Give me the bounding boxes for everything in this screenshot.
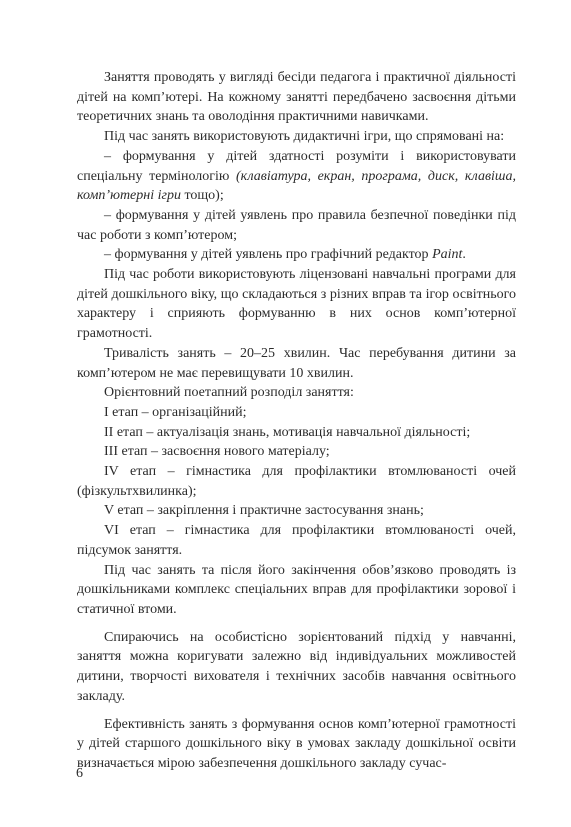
text-run: – формування у дітей уявлень про правила безпечної поведінки під час роботи з комп’ютером;	[77, 207, 516, 243]
text-run: Спираючись на особистісно зорієнтований підхід у навчанні, заняття можна коригувати залежно від індивідуальних можливостей дитини, творчості вихователя і технічних засобів навчання освітнього закладу.	[77, 629, 516, 704]
paragraph-p5	[77, 245, 516, 265]
paragraph-p14	[77, 521, 516, 560]
text-run: .	[462, 247, 466, 263]
paragraph-p16	[77, 628, 516, 707]
text-run: ІV етап – гімнастика для профілактики втомлюваності очей (фізкультхвилинка);	[77, 464, 516, 499]
text-run: Під час занять використовують дидактичні ігри, що спрямовані на:	[104, 129, 505, 145]
paragraph-p4	[77, 206, 516, 245]
body-text	[77, 68, 516, 774]
text-run: Під час занять та після його закінчення обов’язково проводять із дошкільниками комплекс спеціальних вправ для профілактики зорової і статичної втоми.	[77, 562, 516, 617]
paragraph-p15	[77, 561, 516, 620]
text-run: – формування у дітей уявлень про графічний редактор	[104, 247, 433, 263]
text-run: Під час роботи використовують ліцензовані навчальні програми для дітей дошкільного віку, що складаються з різних вправ та ігор освітнього характеру і сприяють формуванню в них основ комп’ютерної грамотності.	[77, 267, 516, 342]
text-run: тощо);	[180, 188, 224, 204]
text-run: – формування у дітей здатності розуміти і використовувати спеціальну термінологію	[77, 148, 516, 184]
text-run: Тривалість занять – 20–25 хвилин. Час перебування дитини за комп’ютером не має перевищувати 10 хвилин.	[77, 345, 516, 381]
text-run: ІІ етап – актуалізація знань, мотивація навчальної діяльності;	[104, 424, 471, 440]
paragraph-p8	[77, 383, 516, 403]
page-number: 6	[76, 766, 83, 781]
paragraph-p11	[77, 442, 516, 462]
text-run: Орієнтовний поетапний розподіл заняття:	[104, 385, 354, 401]
italic-text: (клавіатура, екран, програма, диск, клавіша, комп’ютерні ігри	[77, 168, 516, 204]
text-run: Ефективність занять з формування основ комп’ютерної грамотності у дітей старшого дошкільного віку в умовах закладу дошкільної освіти визначається мірою забезпечення дошкільного закладу сучас-	[77, 716, 516, 771]
paragraph-p6	[77, 265, 516, 344]
italic-text: Paint	[432, 247, 463, 263]
paragraph-p9	[77, 403, 516, 423]
text-run: І етап – організаційний;	[104, 404, 247, 420]
text-run: ІІІ етап – засвоєння нового матеріалу;	[104, 444, 330, 460]
text-run: V етап – закріплення і практичне застосування знань;	[104, 503, 424, 519]
text-run: Заняття проводять у вигляді бесіди педагога і практичної діяльності дітей на комп’ютері. На кожному занятті передбачено засвоєння дітьми теоретичних знань та оволодіння практичними навичками.	[77, 70, 516, 125]
paragraph-p13	[77, 501, 516, 521]
paragraph-p17	[77, 715, 516, 774]
paragraph-p12	[77, 462, 516, 501]
paragraph-p2	[77, 127, 516, 147]
paragraph-p10	[77, 423, 516, 443]
text-run: VІ етап – гімнастика для профілактики втомлюваності очей, підсумок заняття.	[77, 523, 516, 558]
paragraph-p7	[77, 344, 516, 383]
paragraph-p1	[77, 68, 516, 127]
paragraph-p3	[77, 147, 516, 206]
